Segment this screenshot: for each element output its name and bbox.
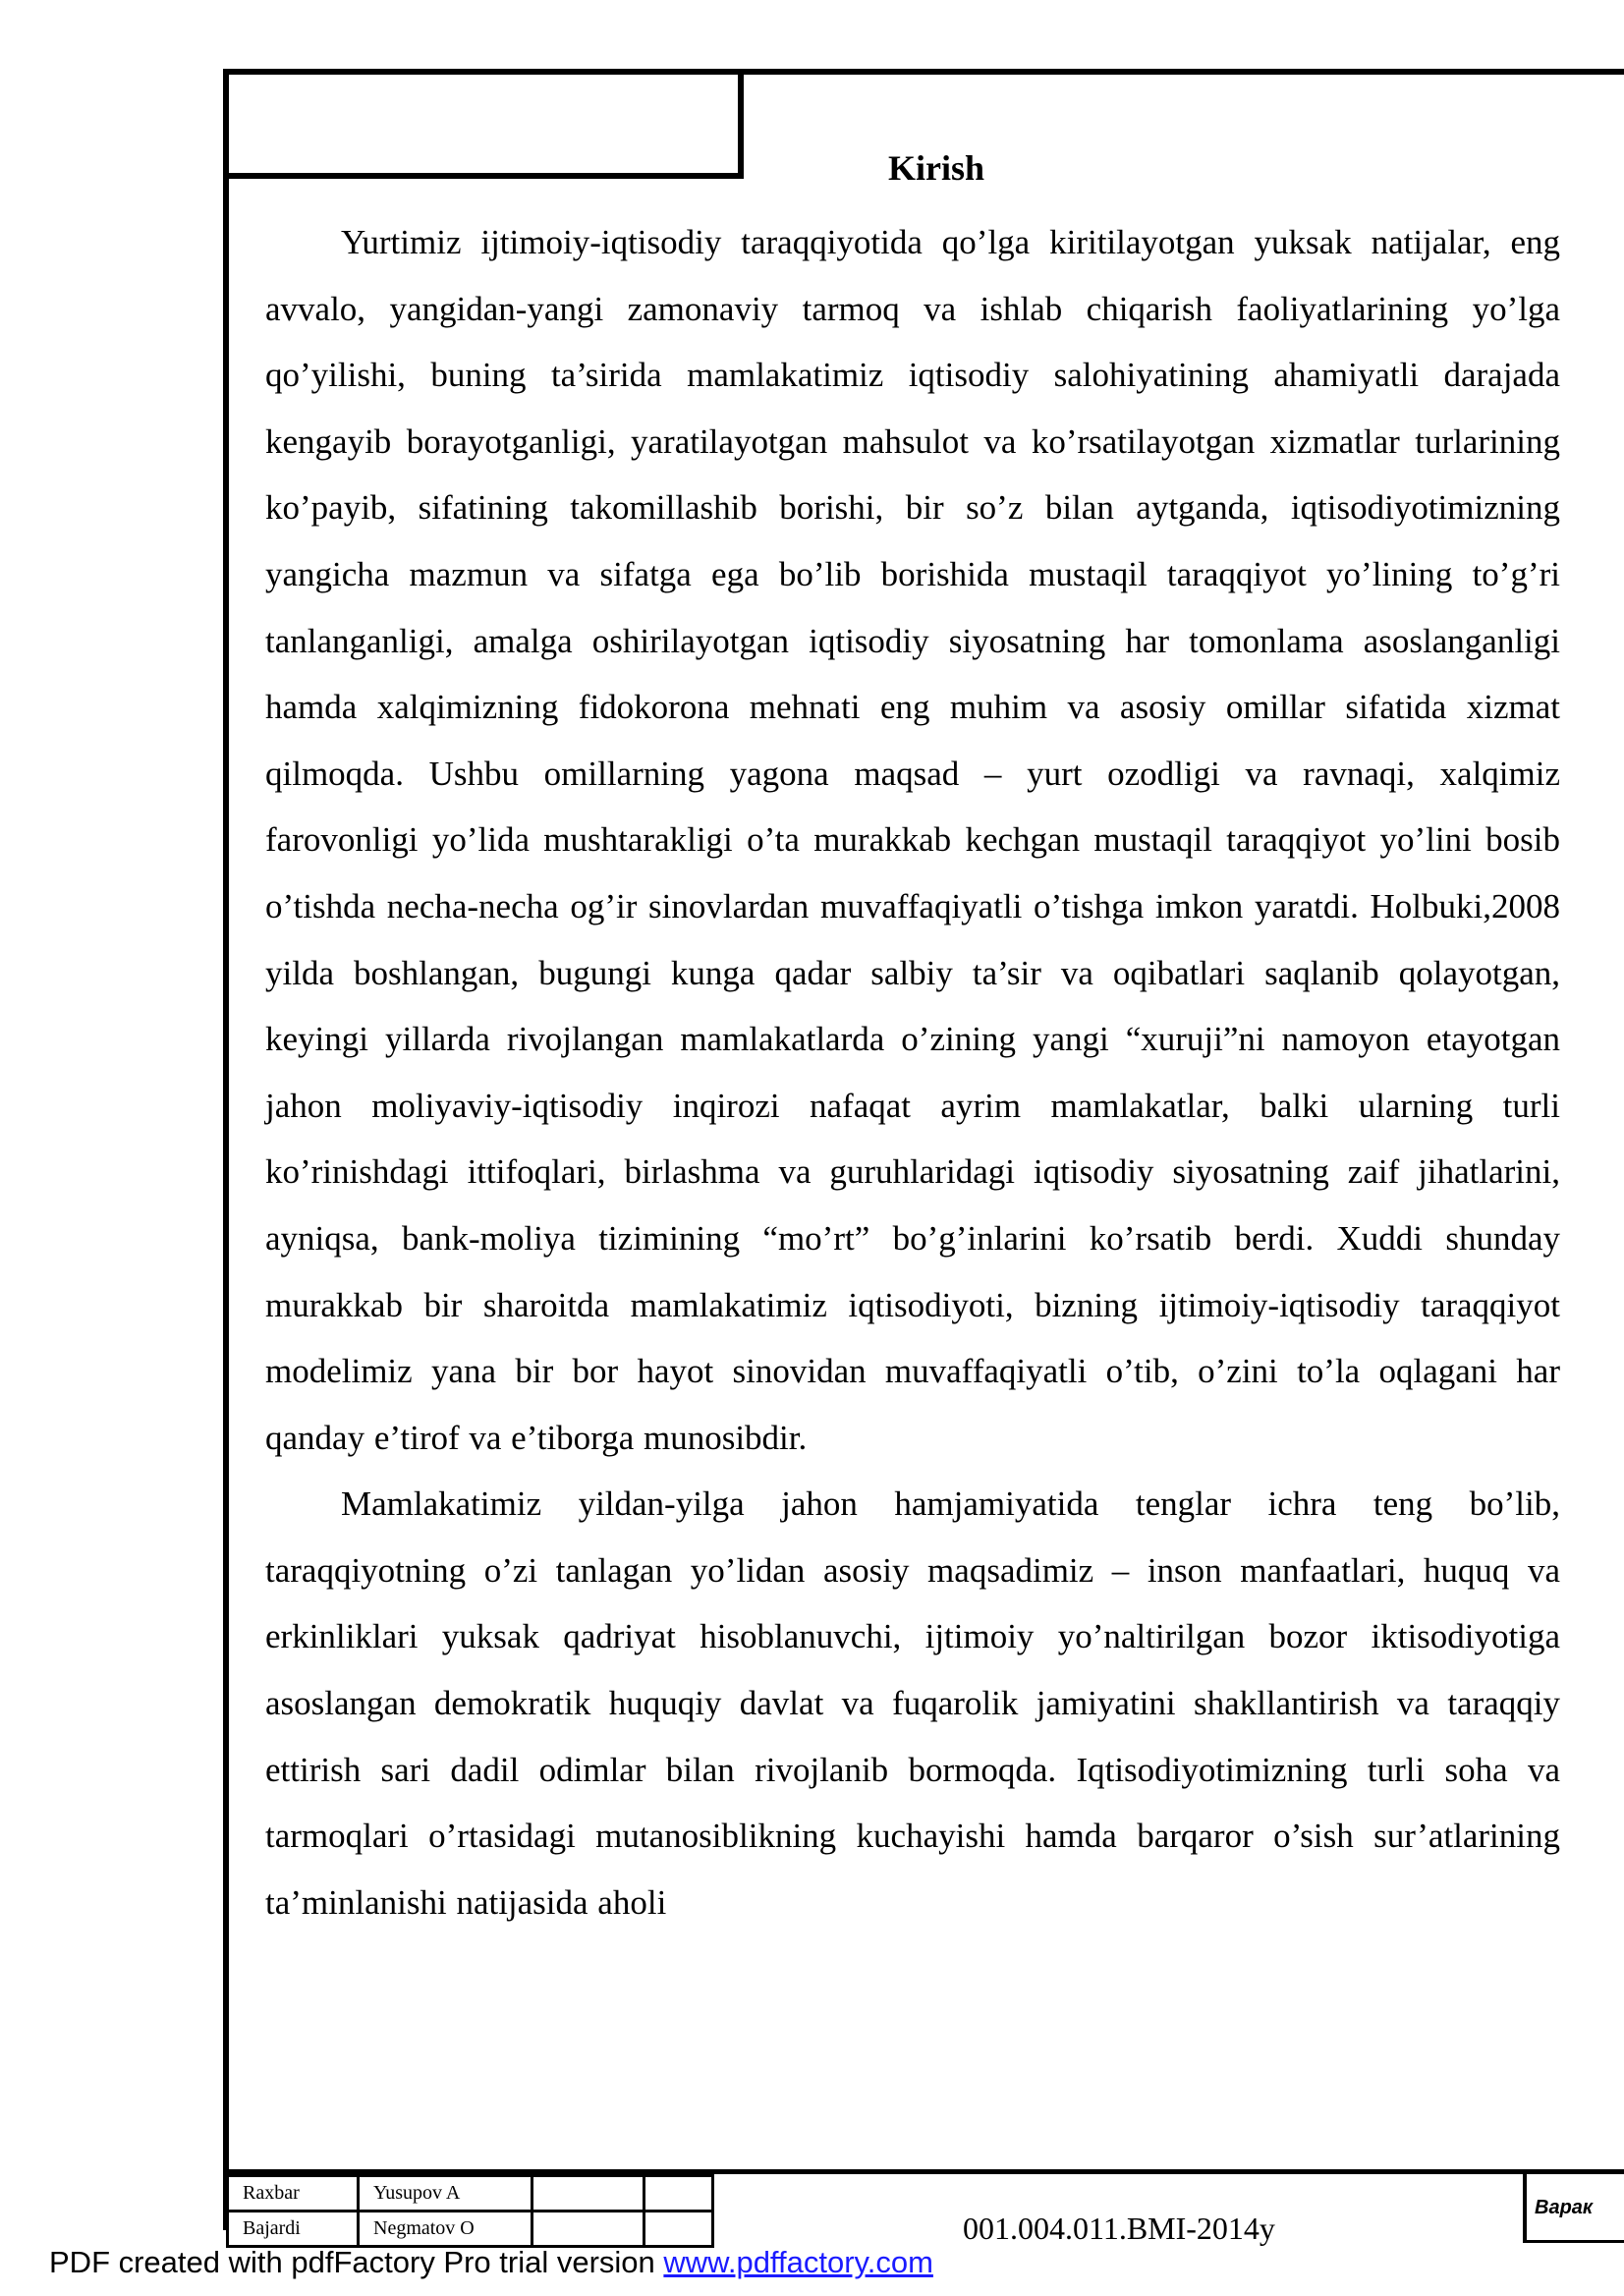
stamp-role: Bajardi <box>228 2212 359 2247</box>
pdf-watermark <box>49 2245 933 2280</box>
stamp-date-cell <box>644 2176 713 2212</box>
stamp-date-cell <box>644 2212 713 2247</box>
sheet-cell-divider <box>1523 2240 1624 2243</box>
stamp-signature-cell <box>532 2176 644 2212</box>
stamp-person: Yusupov A <box>359 2176 532 2212</box>
paragraph-2: Mamlakatimiz yildan-yilga jahon hamjamiyatida tenglar ichra teng bo’lib, taraqqiyotning o’zi tanlagan yo’lidan asosiy maqsadimiz – inson manfaatlari, huquq va erkinliklari yuksak qadriyat hisoblanuvchi, ijtimoiy yo’naltirilgan bozor iktisodiyotiga asoslangan demokratik huquqiy davlat va fuqarolik jamiyatini shakllantirish va taraqqiy ettirish sari dadil odimlar bilan rivojlanib bormoqda. Iqtisodiyotimizning turli soha va tarmoqlari o’rtasidagi mutanosiblikning kuchayishi hamda barqaror o’sish sur’atlarining ta’minlanishi natijasida aholi <box>265 1484 1560 1922</box>
watermark-link[interactable]: www.pdffactory.com <box>663 2245 933 2279</box>
document-body <box>265 209 1560 1935</box>
page-title: Kirish <box>887 148 984 188</box>
stamp-table <box>226 2174 714 2248</box>
stamp-signature-cell <box>532 2212 644 2247</box>
stamp-row <box>228 2176 713 2212</box>
stamp-person: Negmatov O <box>359 2212 532 2247</box>
stamp-row <box>228 2212 713 2247</box>
document-code: 001.004.011.BMI-2014y <box>963 2211 1275 2246</box>
frame-left-line <box>223 69 229 2230</box>
stamp-role: Raxbar <box>228 2176 359 2212</box>
watermark-text: PDF created with pdfFactory Pro trial version <box>49 2245 664 2279</box>
sheet-label: Варак <box>1535 2197 1594 2218</box>
paragraph-1: Yurtimiz ijtimoiy-iqtisodiy taraqqiyotida qo’lga kiritilayotgan yuksak natijalar, eng avvalo, yangidan-yangi zamonaviy tarmoq va ishlab chiqarish faoliyatlarining yo’lga qo’yilishi, buning ta’sirida mamlakatimiz iqtisodiy salohiyatining ahamiyatli darajada kengayib borayotganligi, yaratilayotgan mahsulot va ko’rsatilayotgan xizmatlar turlarining ko’payib, sifatining takomillashib borishi, bir so’z bilan aytganda, iqtisodiyotimizning yangicha mazmun va sifatga ega bo’lib borishida mustaqil taraqqiyot yo’lining to’g’ri tanlanganligi, amalga oshirilayotgan iqtisodiy siyosatning har tomonlama asoslanganligi hamda xalqimizning fidokorona mehnati eng muhim va asosiy omillar sifatida xizmat qilmoqda. Ushbu omillarning yagona maqsad – yurt ozodligi va ravnaqi, xalqimiz farovonligi yo’lida mushtarakligi o’ta murakkab kechgan mustaqil taraqqiyot yo’lini bosib o’tishda necha-necha og’ir sinovlardan muvaffaqiyatli o’tishga imkon yaratdi. Holbuki,2008 yilda boshlangan, bugungi kunga qadar salbiy ta’sir va oqibatlari saqlanib qolayotgan, keyingi yillarda rivojlangan mamlakatlarda o’zining yangi “xuruji”ni namoyon etayotgan jahon moliyaviy-iqtisodiy inqirozi nafaqat ayrim mamlakatlar, balki ularning turli ko’rinishdagi ittifoqlari, birlashma va guruhlaridagi iqtisodiy siyosatning zaif jihatlarini, ayniqsa, bank-moliya tizimining “mo’rt” bo’g’inlarini ko’rsatib berdi. Xuddi shunday murakkab bir sharoitda mamlakatimiz iqtisodiyoti, bizning ijtimoiy-iqtisodiy taraqqiyot modelimiz yana bir bor hayot sinovidan muvaffaqiyatli o’tib, o’zini to’la oqlagani har qanday e’tirof va e’tiborga munosibdir. <box>265 223 1560 1457</box>
